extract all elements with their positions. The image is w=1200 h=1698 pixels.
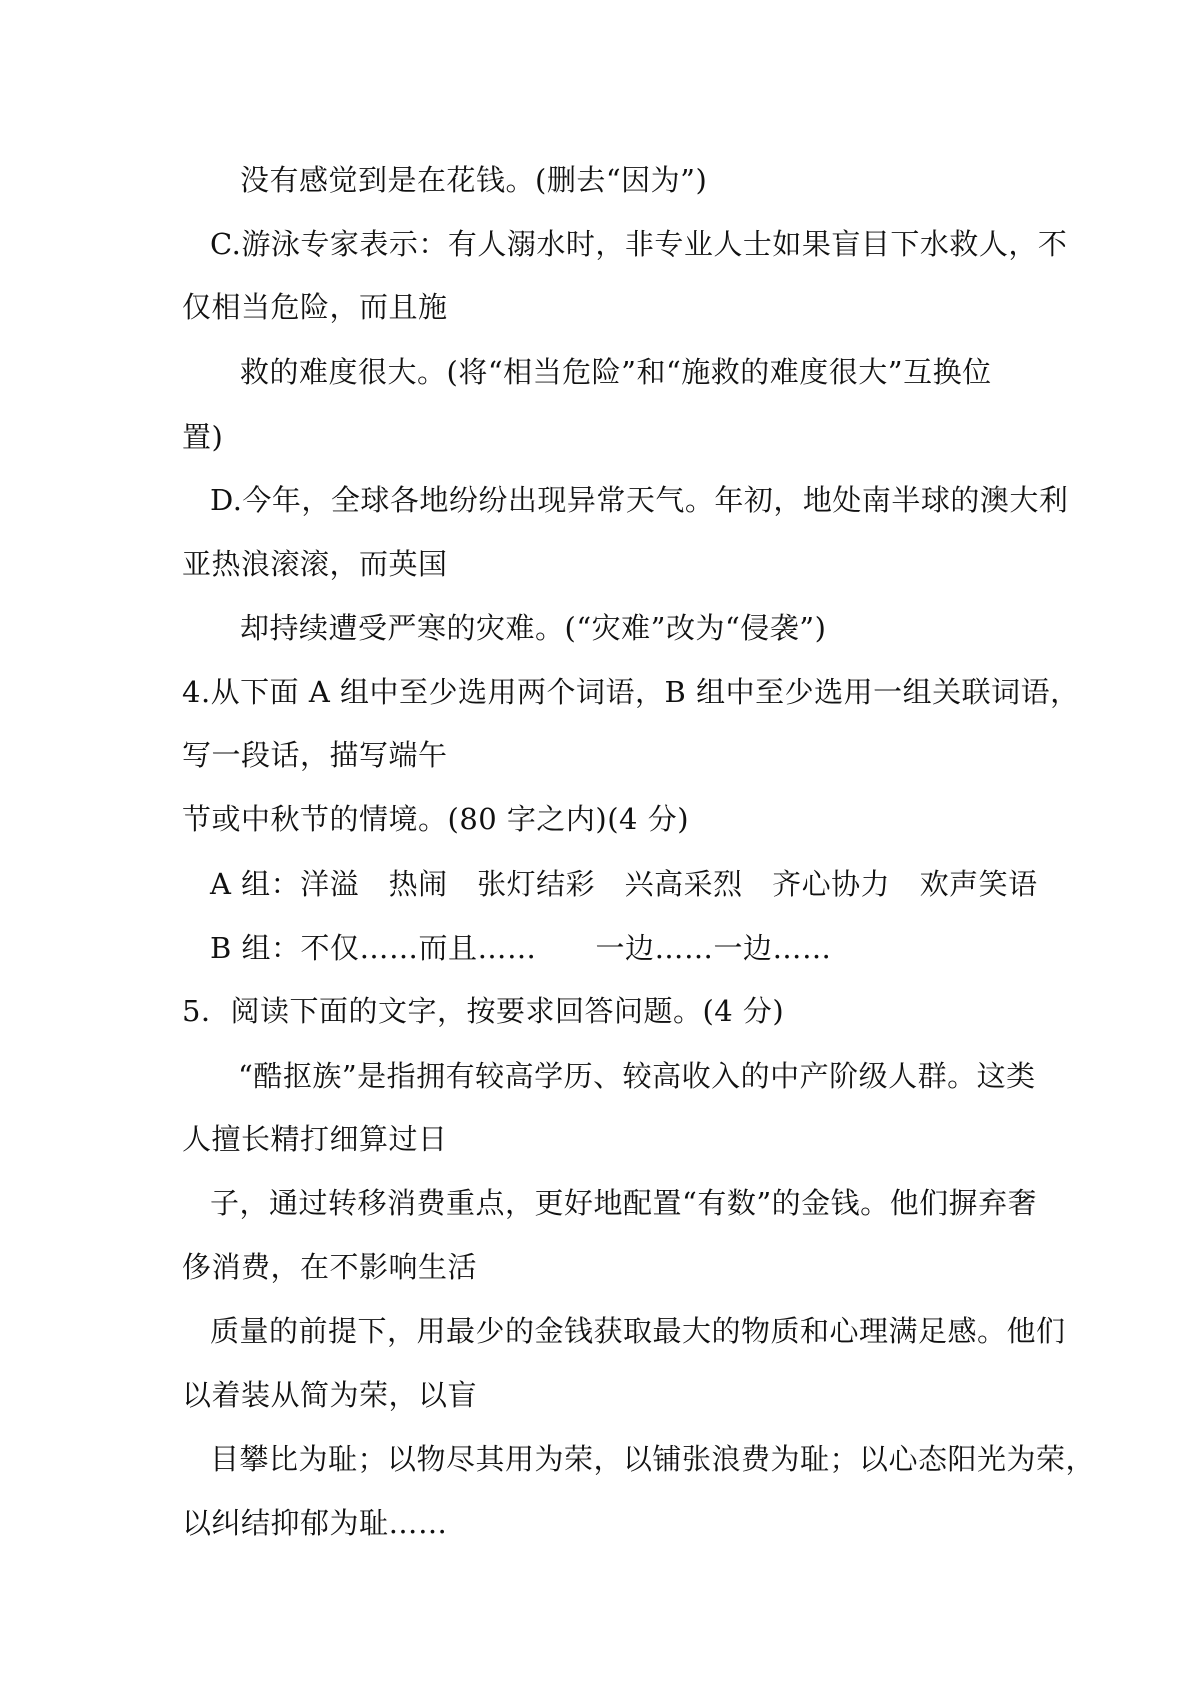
text-line: 亚热浪滚滚，而英国	[182, 547, 448, 581]
text-line: 目攀比为耻；以物尽其用为荣，以铺张浪费为耻；以心态阳光为荣，	[210, 1442, 1096, 1476]
text-line: D.今年，全球各地纷纷出现异常天气。年初，地处南半球的澳大利	[210, 483, 1069, 517]
text-line: A 组：洋溢 热闹 张灯结彩 兴高采烈 齐心协力 欢声笑语	[210, 867, 1038, 901]
text-line: 救的难度很大。(将“相当危险”和“施救的难度很大”互换位	[240, 355, 992, 389]
text-line: 以纠结抑郁为耻……	[182, 1506, 448, 1540]
text-line: B 组：不仅……而且…… 一边……一边……	[210, 931, 832, 965]
text-line: 人擅长精打细算过日	[182, 1122, 448, 1156]
text-line: 侈消费，在不影响生活	[182, 1250, 478, 1284]
text-line: 4.从下面 A 组中至少选用两个词语，B 组中至少选用一组关联词语，	[182, 675, 1080, 709]
text-line: 置)	[182, 420, 224, 454]
text-line: 质量的前提下，用最少的金钱获取最大的物质和心理满足感。他们	[210, 1314, 1066, 1348]
text-line: 没有感觉到是在花钱。(删去“因为”)	[240, 163, 708, 197]
text-line: 写一段话，描写端午	[182, 738, 448, 772]
text-line: 仅相当危险，而且施	[182, 290, 448, 324]
text-line: 以着装从简为荣，以盲	[182, 1378, 478, 1412]
text-line: 却持续遭受严寒的灾难。(“灾难”改为“侵袭”)	[240, 611, 827, 645]
text-line: 节或中秋节的情境。(80 字之内)(4 分)	[182, 802, 690, 836]
text-line: 5．阅读下面的文字，按要求回答问题。(4 分)	[182, 994, 785, 1028]
text-line: C.游泳专家表示：有人溺水时，非专业人士如果盲目下水救人，不	[210, 227, 1068, 261]
text-line: 子，通过转移消费重点，更好地配置“有数”的金钱。他们摒弃奢	[210, 1186, 1038, 1220]
text-line: “酷抠族”是指拥有较高学历、较高收入的中产阶级人群。这类	[238, 1059, 1036, 1093]
